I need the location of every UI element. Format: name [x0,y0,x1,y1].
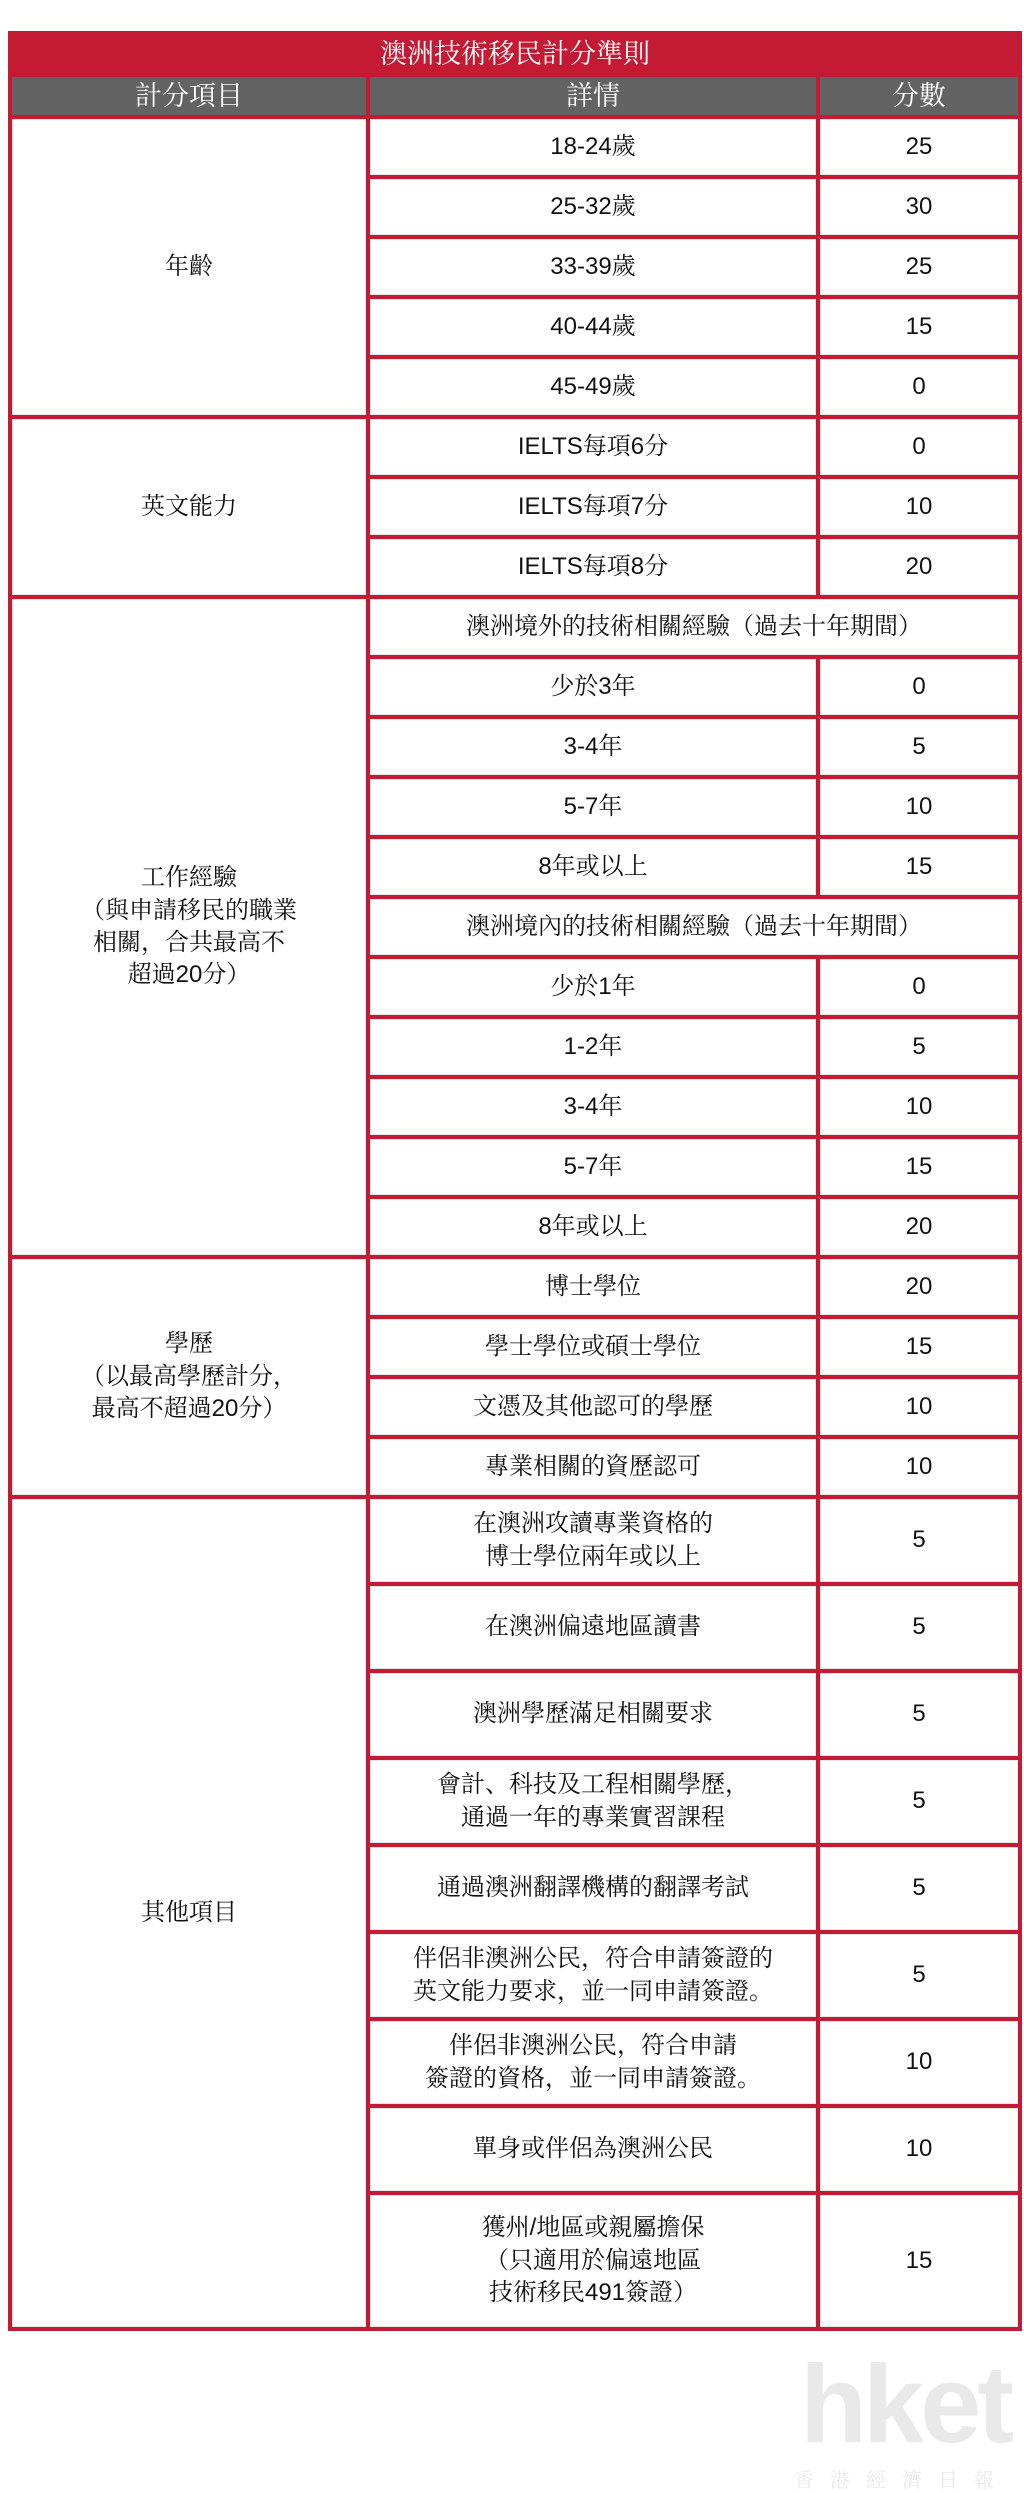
points-table-container [8,31,1018,2331]
score-cell: 5 [820,1499,1018,1582]
score-cell: 5 [820,1760,1018,1843]
subheader-cell: 澳洲境外的技術相關經驗（過去十年期間） [370,599,1018,655]
score-cell: 15 [820,1139,1018,1195]
score-cell: 5 [820,1586,1018,1669]
detail-cell: 3-4年 [370,719,816,775]
score-cell: 15 [820,299,1018,355]
score-cell: 0 [820,419,1018,475]
score-cell: 0 [820,959,1018,1015]
score-cell: 5 [820,719,1018,775]
detail-cell: 博士學位 [370,1259,816,1315]
score-cell: 25 [820,239,1018,295]
score-cell: 5 [820,1847,1018,1930]
detail-cell: 5-7年 [370,779,816,835]
score-cell: 10 [820,1379,1018,1435]
score-cell: 10 [820,479,1018,535]
score-cell: 20 [820,1259,1018,1315]
score-cell: 10 [820,1079,1018,1135]
detail-cell: 少於3年 [370,659,816,715]
header-detail: 詳情 [370,77,816,115]
detail-cell: 通過澳洲翻譯機構的翻譯考試 [370,1847,816,1930]
detail-cell: 18-24歲 [370,119,816,175]
header-category: 計分項目 [12,77,366,115]
detail-cell: 會計、科技及工程相關學歷， 通過一年的專業實習課程 [370,1760,816,1843]
detail-cell: IELTS每項7分 [370,479,816,535]
detail-cell: 澳洲學歷滿足相關要求 [370,1673,816,1756]
subheader-cell: 澳洲境內的技術相關經驗（過去十年期間） [370,899,1018,955]
detail-cell: 伴侶非澳洲公民，符合申請 簽證的資格，並一同申請簽證。 [370,2021,816,2104]
score-cell: 10 [820,779,1018,835]
watermark-subtitle: 香港經濟日報 [794,2470,1010,2492]
watermark-logo-text: hket [799,2343,1010,2466]
score-cell: 5 [820,1934,1018,2017]
table-title: 澳洲技術移民計分準則 [12,35,1018,73]
category-cell: 其他項目 [12,1499,366,2327]
detail-cell: 文憑及其他認可的學歷 [370,1379,816,1435]
detail-cell: 45-49歲 [370,359,816,415]
score-cell: 10 [820,2021,1018,2104]
detail-cell: 25-32歲 [370,179,816,235]
score-cell: 15 [820,2195,1018,2327]
detail-cell: 在澳洲攻讀專業資格的 博士學位兩年或以上 [370,1499,816,1582]
detail-cell: 在澳洲偏遠地區讀書 [370,1586,816,1669]
header-score: 分數 [820,77,1018,115]
detail-cell: 1-2年 [370,1019,816,1075]
score-cell: 20 [820,1199,1018,1255]
detail-cell: 3-4年 [370,1079,816,1135]
table-row [12,419,1018,475]
hket-watermark-logo [794,2343,1010,2493]
detail-cell: 33-39歲 [370,239,816,295]
title-row [12,35,1018,73]
detail-cell: 獲州/地區或親屬擔保 （只適用於偏遠地區 技術移民491簽證） [370,2195,816,2327]
table-body [12,119,1018,2327]
subheader-row [12,599,1018,655]
table-row [12,119,1018,175]
detail-cell: 少於1年 [370,959,816,1015]
category-cell: 英文能力 [12,419,366,595]
detail-cell: 專業相關的資歷認可 [370,1439,816,1495]
score-cell: 25 [820,119,1018,175]
detail-cell: 8年或以上 [370,839,816,895]
category-cell: 學歷 （以最高學歷計分， 最高不超過20分） [12,1259,366,1495]
score-cell: 0 [820,659,1018,715]
score-cell: 15 [820,1319,1018,1375]
score-cell: 15 [820,839,1018,895]
points-table [8,31,1022,2331]
detail-cell: 8年或以上 [370,1199,816,1255]
score-cell: 5 [820,1019,1018,1075]
score-cell: 20 [820,539,1018,595]
score-cell: 10 [820,2108,1018,2191]
score-cell: 10 [820,1439,1018,1495]
detail-cell: 單身或伴侶為澳洲公民 [370,2108,816,2191]
detail-cell: IELTS每項6分 [370,419,816,475]
detail-cell: 學士學位或碩士學位 [370,1319,816,1375]
detail-cell: 40-44歲 [370,299,816,355]
table-row [12,1259,1018,1315]
table-row [12,1499,1018,1582]
score-cell: 5 [820,1673,1018,1756]
detail-cell: IELTS每項8分 [370,539,816,595]
score-cell: 0 [820,359,1018,415]
score-cell: 30 [820,179,1018,235]
category-cell: 工作經驗 （與申請移民的職業 相關，合共最高不 超過20分） [12,599,366,1255]
detail-cell: 5-7年 [370,1139,816,1195]
detail-cell: 伴侶非澳洲公民，符合申請簽證的 英文能力要求，並一同申請簽證。 [370,1934,816,2017]
category-cell: 年齡 [12,119,366,415]
header-row [12,77,1018,115]
